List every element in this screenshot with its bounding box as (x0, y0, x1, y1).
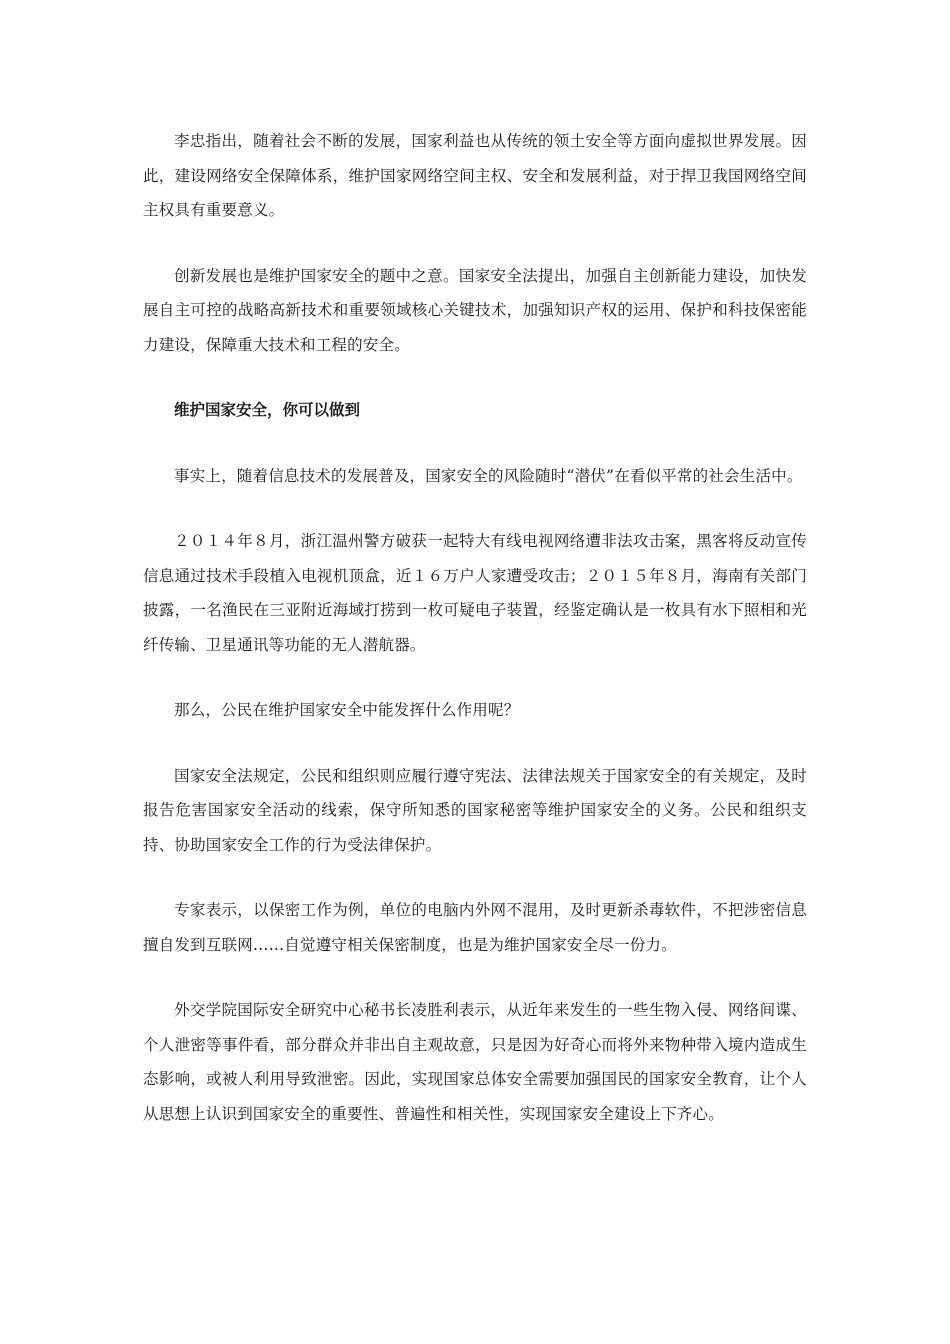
paragraph-1: 李忠指出，随着社会不断的发展，国家利益也从传统的领土安全等方面向虚拟世界发展。因此，建设网络安全保障体系，维护国家网络空间主权、安全和发展利益，对于捍卫我国网络空间主权具有重要意义。 (143, 132, 807, 219)
section-heading: 维护国家安全，你可以做到 (174, 401, 361, 419)
paragraph-6: 国家安全法规定，公民和组织则应履行遵守宪法、法律法规关于国家安全的有关规定，及时报告危害国家安全活动的线索，保守所知悉的国家秘密等维护国家安全的义务。公民和组织支持、协助国家安全工作的行为受法律保护。 (143, 766, 807, 854)
paragraph-3: 事实上，随着信息技术的发展普及，国家安全的风险随时“潜伏”在看似平常的社会生活中。 (174, 466, 803, 485)
paragraph-2: 创新发展也是维护国家安全的题中之意。国家安全法提出，加强自主创新能力建设，加快发展自主可控的战略高新技术和重要领域核心关键技术，加强知识产权的运用、保护和科技保密能力建设，保障重大技术和工程的安全。 (143, 266, 807, 354)
paragraph-5: 那么，公民在维护国家安全中能发挥什么作用呢？ (174, 701, 520, 719)
paragraph-4: ２０１４年８月，浙江温州警方破获一起特大有线电视网络遭非法攻击案，黑客将反动宣传信息通过技术手段植入电视机顶盒，近１６万户人家遭受攻击；２０１５年８月，海南有关部门披露，一名渔民在三亚附近海域打捞到一枚可疑电子装置，经鉴定确认是一枚具有水下照相和光纤传输、卫星通讯等功能的无人潜航器。 (143, 532, 807, 654)
paragraph-7: 专家表示，以保密工作为例，单位的电脑内外网不混用，及时更新杀毒软件，不把涉密信息擅自发到互联网……自觉遵守相关保密制度，也是为维护国家安全尽一份力。 (143, 901, 807, 954)
paragraph-8: 外交学院国际安全研究中心秘书长凌胜利表示，从近年来发生的一些生物入侵、网络间谍、个人泄密等事件看，部分群众并非出自主观故意，只是因为好奇心而将外来物种带入境内造成生态影响，或被人利用导致泄密。因此，实现国家总体安全需要加强国民的国家安全教育，让个人从思想上认识到国家安全的重要性、普遍性和相关性，实现国家安全建设上下齐心。 (143, 1001, 807, 1123)
document-body (143, 124, 807, 1162)
